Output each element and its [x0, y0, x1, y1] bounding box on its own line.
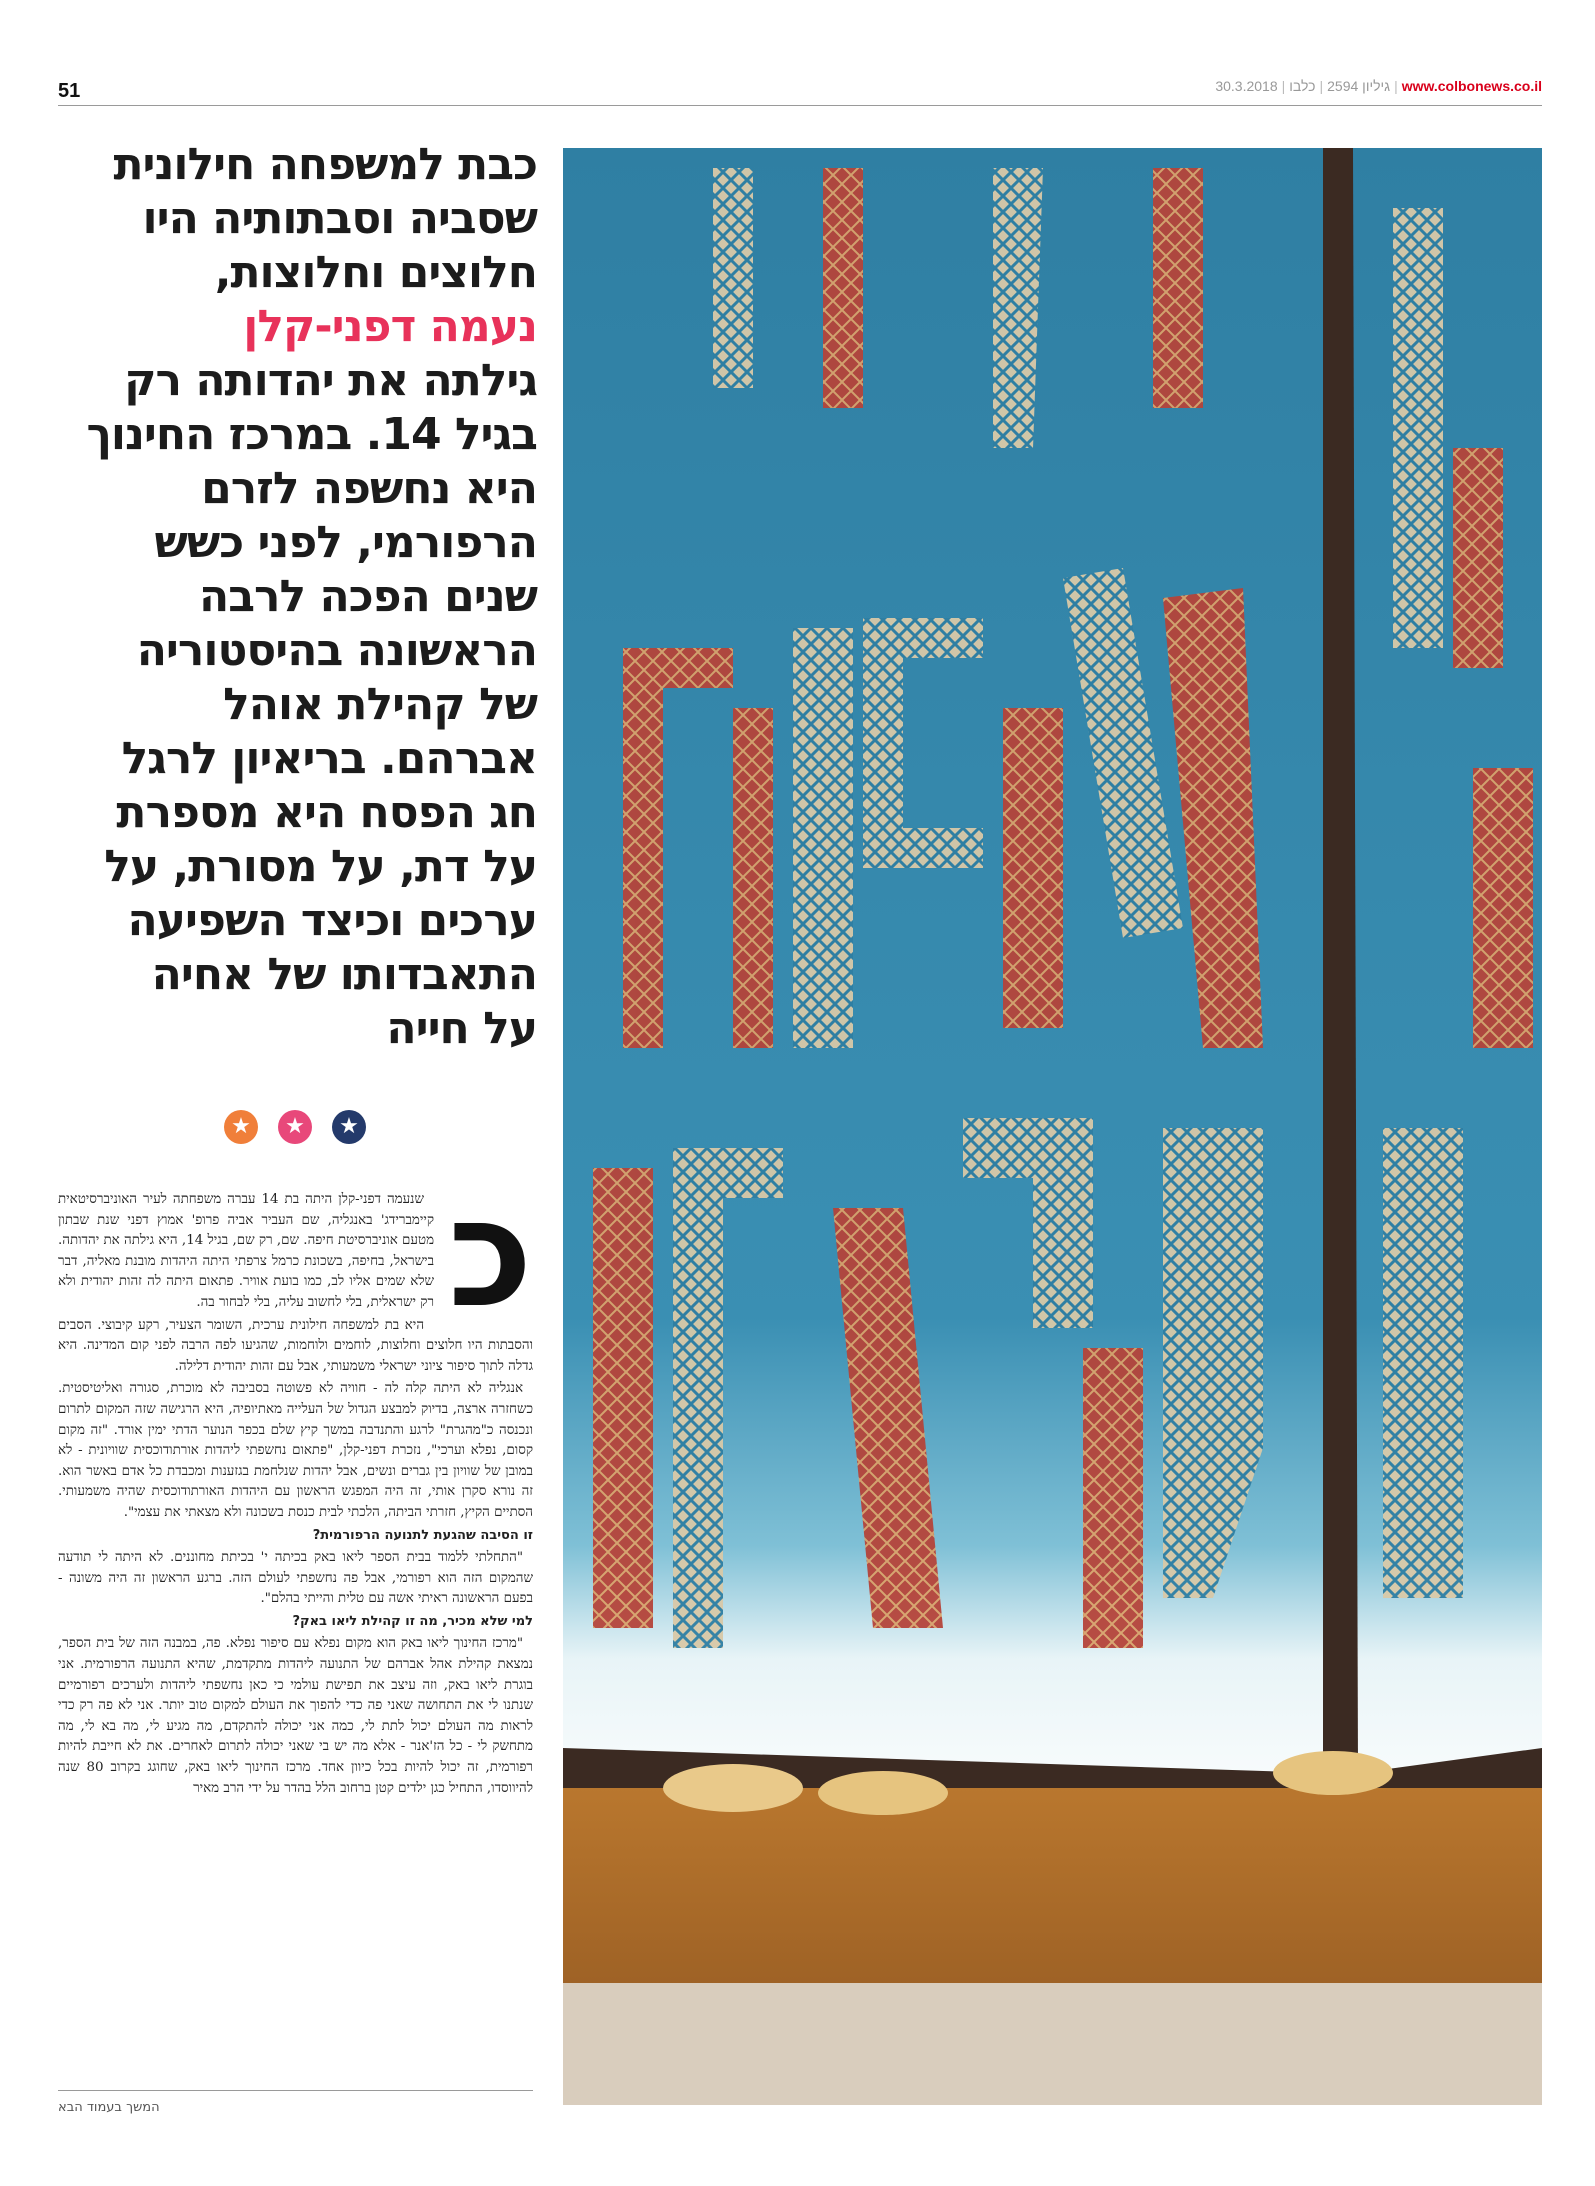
drop-cap: כ — [448, 1190, 533, 1341]
headline-person-name: נעמה דפני-קלן — [243, 301, 537, 352]
page-number: 51 — [58, 80, 81, 102]
footer-divider — [58, 2090, 533, 2091]
ark-curtain-photo — [563, 148, 1542, 2105]
headline-line: חג הפסח היא מספרת — [116, 787, 537, 838]
article-paragraph: "התחלתי ללמוד בבית הספר ליאו באק בכיתה י' בכיתת מחוננים. לא היתה לי תודעה שהמקום הזה הוא רפורמי, אבל פה נחשפתי לעולם הזה. ברגע הראשון זה היה משונה - בפעם הראשונה ראיתי אשה עם טלית והייתי בהלם". — [58, 1550, 533, 1607]
headline — [62, 138, 537, 1056]
headline-line: הראשונה בהיסטוריה — [136, 625, 537, 676]
headline-line: של קהילת אוהל — [223, 679, 537, 730]
running-header: 30.3.2018 | גיליון 2594|כלבו | www.colbonews.co.il — [1215, 78, 1542, 94]
interview-question: זו הסיבה שהגעת לתנועה הרפורמית? — [312, 1527, 533, 1543]
star-icon: ★ — [278, 1110, 312, 1144]
star-icon: ★ — [224, 1110, 258, 1144]
headline-line: היא נחשפה לזרם — [201, 463, 537, 514]
star-ornament — [224, 1110, 366, 1144]
headline-line: התאבדותו של אחיה — [151, 949, 537, 1000]
continued-note: המשך בעמוד הבא — [58, 2100, 160, 2115]
headline-line: שסביה וסבתותיה היו — [142, 193, 537, 244]
headline-line: שנים הפכה לרבה — [198, 571, 537, 622]
headline-line: גילתה את יהדותה רק — [124, 355, 537, 406]
article-paragraph: היא בת למשפחה חילונית ערכית, השומר הצעיר, רקע קיבוצי. הסבים והסבתות היו חלוצים וחלוצות, לוחמים ולוחמות, שהגיעו לפה הרבה לפני קום המדינה. היא גדלה לתוך סיפור ציוני ישראלי משמעותי, אבל עם זהות יהודית דלילה. — [58, 1317, 533, 1374]
top-divider — [58, 105, 1542, 106]
headline-line: הרפורמי, לפני כשש — [154, 517, 537, 568]
headline-line: חלוצים וחלוצות, — [214, 247, 537, 298]
article-paragraph: "מרכז החינוך ליאו באק הוא מקום נפלא עם סיפור נפלא. פה, במבנה הזה של בית הספר, נמצאת קהילת אהל אברהם של התנועה ליהדות מתקדמת, שהיא התנועה הרפורמית. אני בוגרת ליאו באק, וזה עיצב את תפישת עולמי כי כאן נחשפתי ליהדות ולערכים רפורמיים שנתנו לי את התחושה שאני פה כדי להפוך את העולם למקום טוב יותר. אני לא פה רק כדי לראות מה העולם יכול לתת לי, כמה אני יכולה להתקדם, מה מגיע לי, מה בא לי, מה מתחשק לי - כל הז'אנר - אלא מה יש בי שאני יכולה לתרום לאחרים. את לא חייבת להיות רפורמית, זה יכול להיות בכל כיוון אחד. מרכז החינוך ליאו באק, שחוגג בקרוב 80 שנה להיווסדו, התחיל כגן ילדים קטן ברחוב הלל בהדר על ידי הרב מאיר — [58, 1636, 533, 1796]
star-icon: ★ — [332, 1110, 366, 1144]
article-paragraph: שנעמה דפני-קלן היתה בת 14 עברה משפחתה לעיר האוניברסיטאית קיימברידג' באנגליה, שם העביר אביה פרופ' אמוץ דפני שנת שבתון מטעם אוניברסיטת חיפה. שם, רק שם, בגיל 14, היא גילתה את יהדותה. בישראל, בחיפה, בשכונת כרמל צרפתי היתה היהדות מובנת מאליה, דבר שלא שמים אליו לב, כמו בועת אוויר. פתאום היתה לה זהות יהודית ולא רק ישראלית, בלי לחשוב עליה, בלי לבחור בה. — [58, 1192, 435, 1310]
torah-scroll-handle — [1273, 1751, 1393, 1795]
torah-scroll-handle — [663, 1764, 803, 1812]
headline-line: על דת, על מסורת, על — [104, 841, 537, 892]
headline-line: כבת למשפחה חילונית — [113, 139, 537, 190]
torah-scroll-handle — [818, 1771, 948, 1815]
interview-question: למי שלא מכיר, מה זו קהילת ליאו באק? — [292, 1613, 533, 1629]
article-body — [58, 1190, 533, 2085]
article-paragraph: אנגליה לא היתה קלה לה - חוויה לא פשוטה בסביבה לא מוכרת, סגורה ואליטיסטית. כשחזרה ארצה, בדיוק למבצע הגדול של העלייה מאתיופיה, היא הרגישה שזה המקום לתרום ונכנסה כ"מהגרת" לרגע והתנדבה במשך קיץ שלם בכפר הנוער הדתי ימין אורד. "זה מקום קסום, נפלא וערכי", נזכרת דפני-קלן, "פתאום נחשפתי ליהדות אורתודוכסית שוויונית - לא במובן של שוויון בין גברים ונשים, אבל יהדות שנלחמת בגזענות ומכבדת כל אדם באשר הוא. זה נורא סקרן אותי, זה היה המפגש הראשון עם היהדות האורתודוכסית שהיה משמעותי. הסתיים הקיץ, חזרתי הביתה, הלכתי לבית כנסת בשכונה ולא מצאתי את עצמי". — [58, 1381, 533, 1520]
header-issue: גיליון 2594 — [1327, 78, 1391, 94]
header-magazine: כלבו — [1289, 78, 1316, 94]
headline-line: על חייה — [386, 1003, 537, 1054]
carpet-floor — [563, 1983, 1542, 2105]
headline-line: ערכים וכיצד השפיעה — [127, 895, 537, 946]
headline-line: בגיל 14. במרכז החינוך — [86, 409, 537, 460]
header-site-link[interactable]: www.colbonews.co.il — [1401, 78, 1542, 94]
header-date: 30.3.2018 — [1215, 78, 1278, 94]
headline-line: אברהם. בריאיון לרגל — [121, 733, 537, 784]
